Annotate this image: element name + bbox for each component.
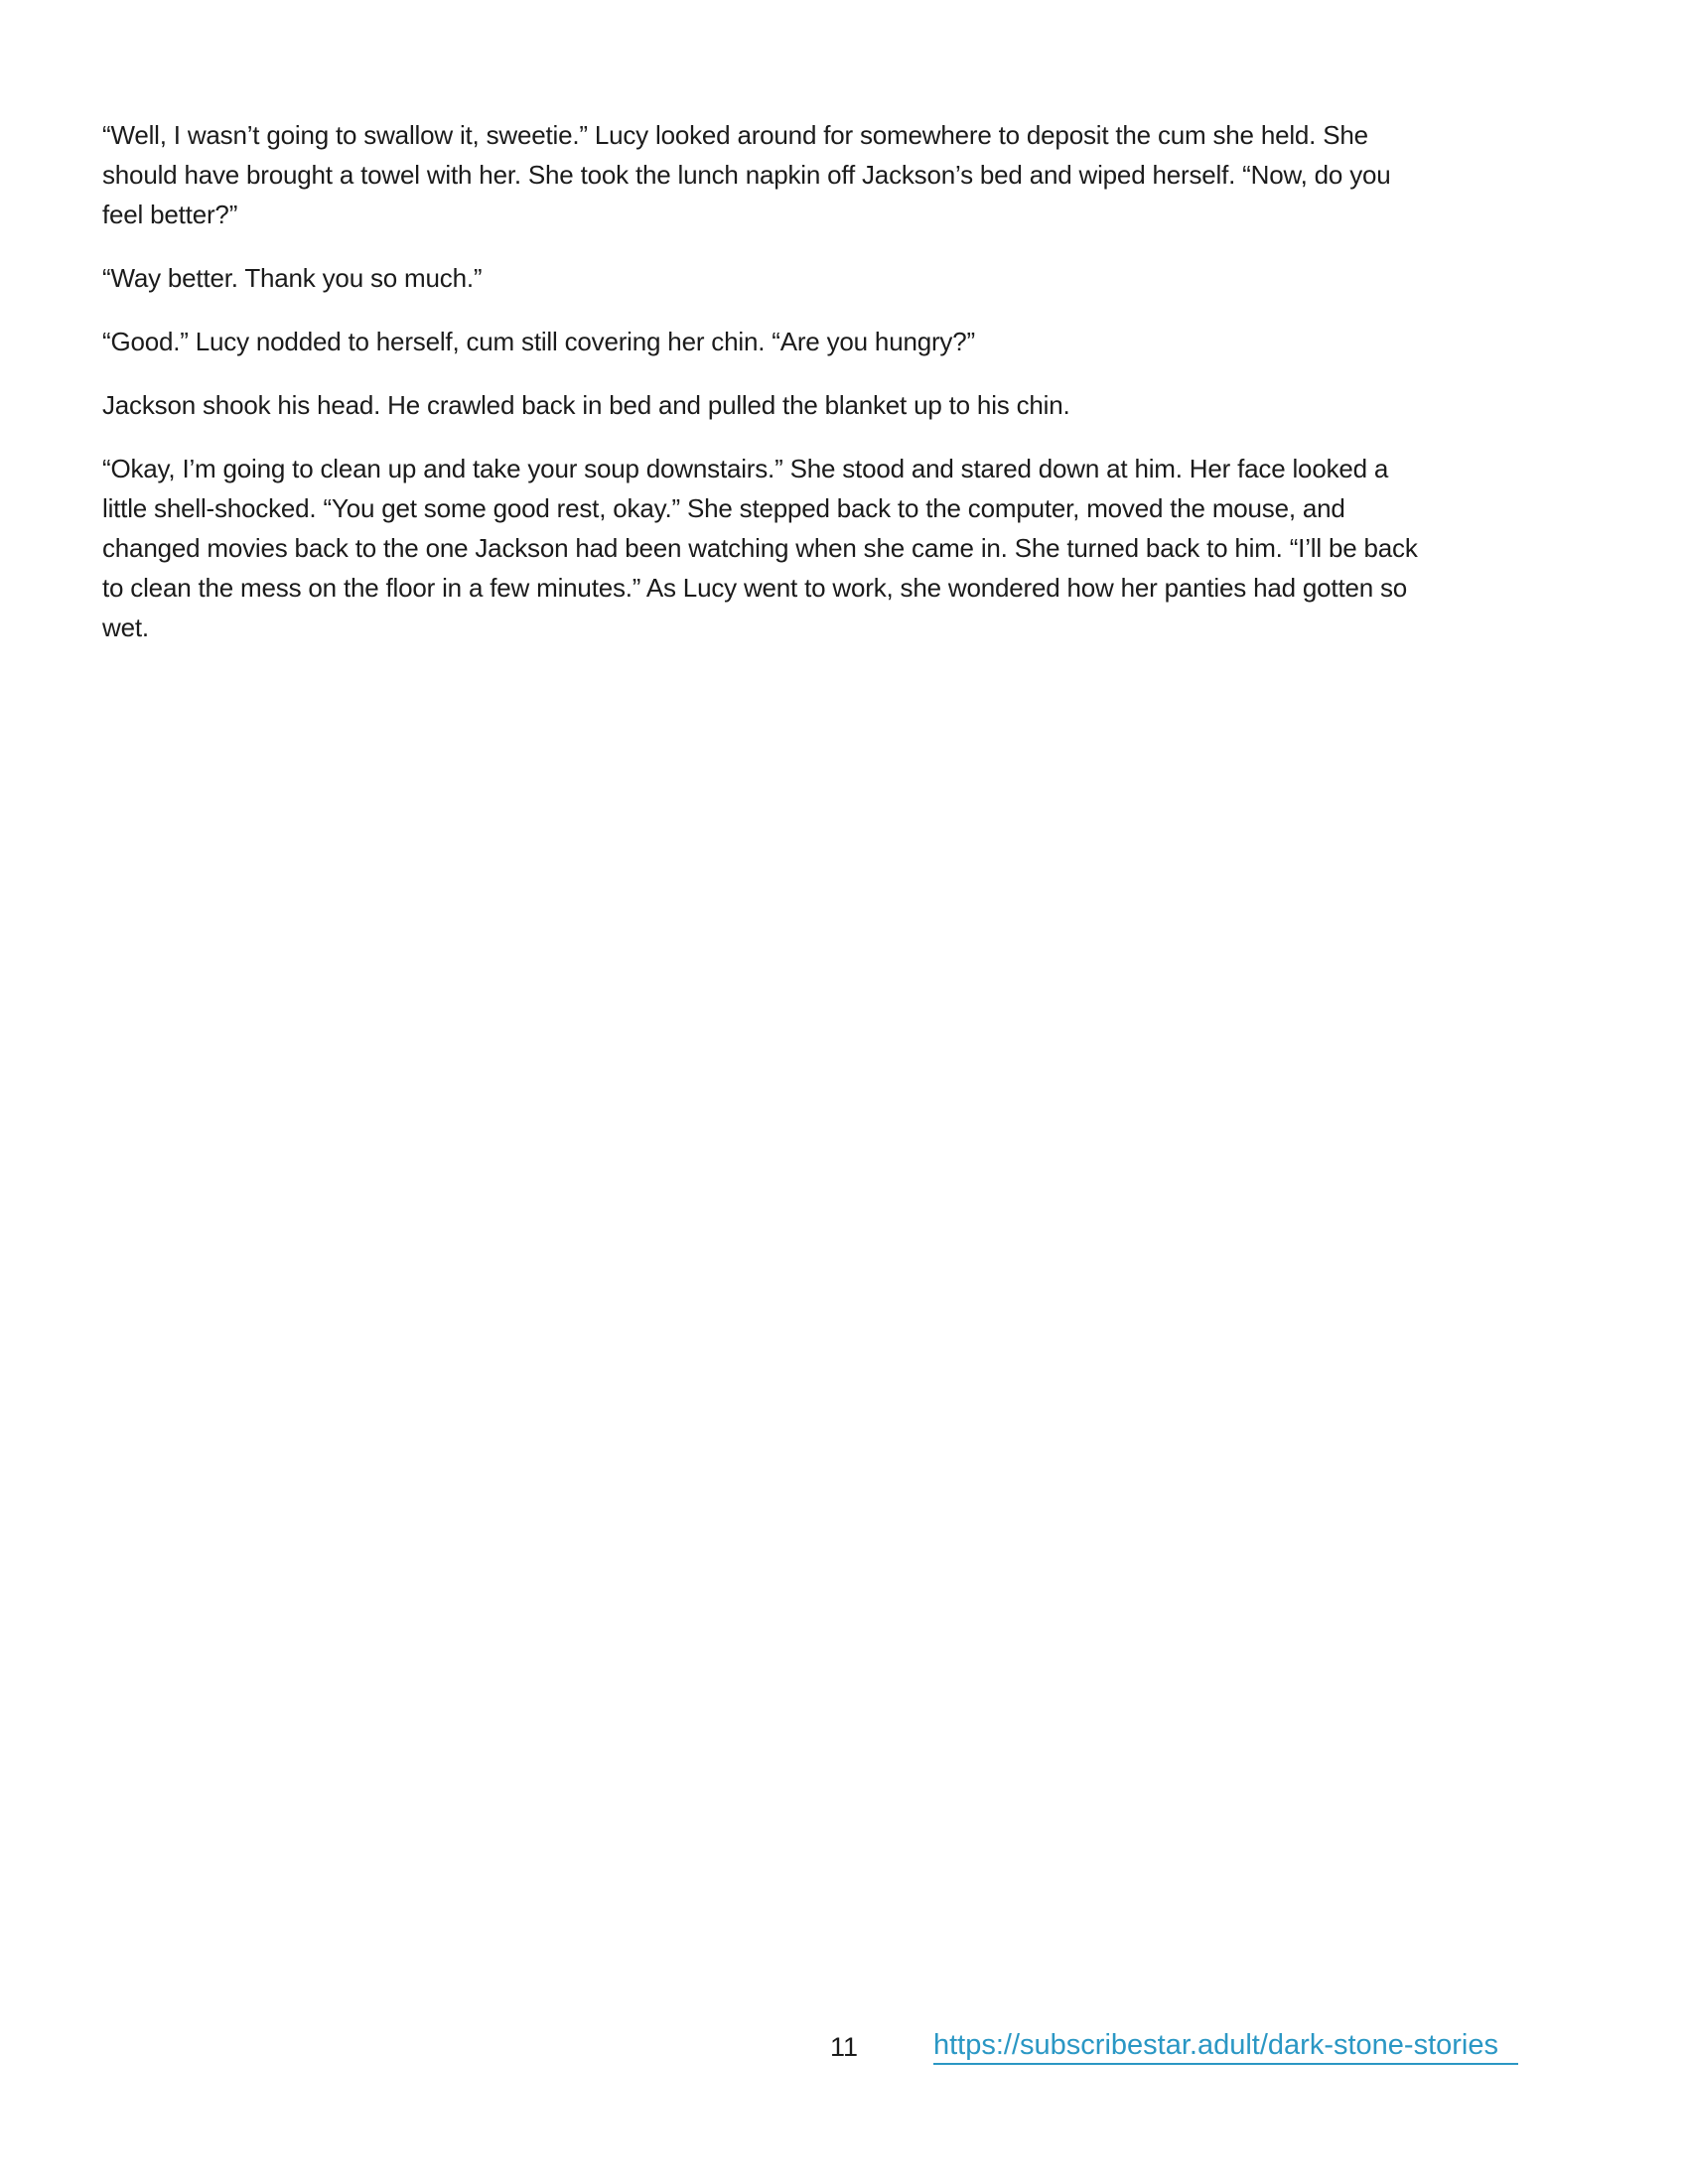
text-line: little shell-shocked. “You get some good rest, okay.” She stepped back to the computer, moved the mouse, and [102,493,1345,523]
paragraph [102,258,1542,298]
footer-link[interactable]: https://subscribestar.adult/dark-stone-stories [933,2027,1518,2065]
page-number: 11 [830,2032,859,2062]
text-line: should have brought a towel with her. She took the lunch napkin off Jackson’s bed and wiped herself. “Now, do you [102,160,1391,190]
text-line: feel better?” [102,200,238,229]
text-line: “Good.” Lucy nodded to herself, cum still covering her chin. “Are you hungry?” [102,327,975,356]
text-line: wet. [102,613,149,642]
text-line: “Well, I wasn’t going to swallow it, sweetie.” Lucy looked around for somewhere to deposit the cum she held. She [102,120,1368,150]
paragraph [102,322,1542,361]
paragraph [102,115,1542,234]
text-line: Jackson shook his head. He crawled back in bed and pulled the blanket up to his chin. [102,390,1070,420]
text-line: “Way better. Thank you so much.” [102,263,483,293]
text-line: changed movies back to the one Jackson had been watching when she came in. She turned back to him. “I’ll be back [102,533,1418,563]
paragraph [102,449,1542,647]
text-line: “Okay, I’m going to clean up and take your soup downstairs.” She stood and stared down at him. Her face looked a [102,454,1389,483]
paragraph [102,385,1542,425]
document-body [102,115,1542,671]
text-line: to clean the mess on the floor in a few minutes.” As Lucy went to work, she wondered how her panties had gotten so [102,573,1408,603]
